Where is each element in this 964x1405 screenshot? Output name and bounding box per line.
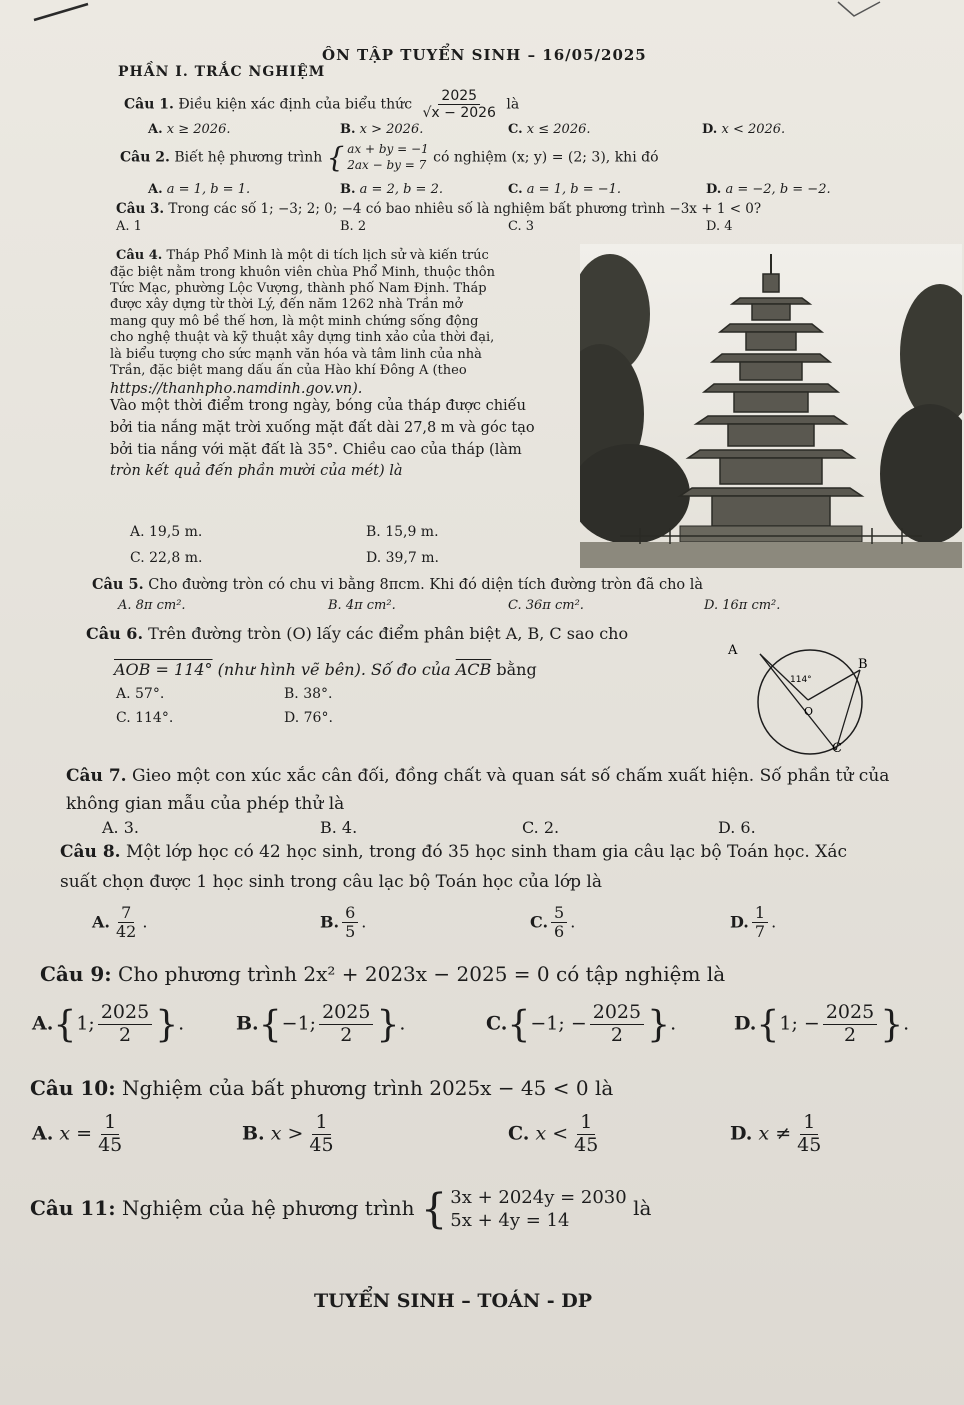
- circle-outline: [758, 650, 862, 754]
- option-b: B. a = 2, b = 2.: [340, 182, 443, 197]
- paragraph-line: tròn kết quả đến phần mười của mét) là: [110, 463, 403, 479]
- option-b: B. x > 2026.: [340, 122, 424, 137]
- question-2: [120, 142, 659, 173]
- question-text: Biết hệ phương trình: [174, 149, 323, 166]
- option-c: C. 114°.: [116, 710, 174, 726]
- option-d: D. 76°.: [284, 710, 333, 726]
- option-a: A. x = $\frac{1}{45}$: [32, 1111, 123, 1156]
- page-title: ÔN TẬP TUYỂN SINH – 16/05/2025: [322, 46, 647, 64]
- fraction-numerator: 2025: [438, 88, 480, 105]
- equation-1: ax + by = −1: [347, 142, 429, 156]
- option-c: C. x < $\frac{1}{45}$: [508, 1111, 599, 1156]
- fraction-denominator: √x − 2026: [422, 105, 496, 122]
- question-3: [116, 201, 761, 217]
- option-b: B. x > $\frac{1}{45}$: [242, 1111, 334, 1156]
- question-label: Câu 5.: [92, 576, 144, 593]
- question-text: Trên đường tròn (O) lấy các điểm phân biệt A, B, C sao cho: [148, 624, 629, 643]
- label-a: A: [728, 643, 738, 658]
- option-a: A.{1; $\frac{2025}{2}$ }.: [32, 1001, 185, 1046]
- question-text: Nghiệm của bất phương trình 2025x − 45 < 0 là: [121, 1076, 614, 1100]
- paragraph-line: Vào một thời điểm trong ngày, bóng của tháp được chiếu: [110, 398, 526, 414]
- question-1: [124, 88, 519, 121]
- option-c: C. 2.: [522, 818, 560, 837]
- option-d: D. 16π cm².: [704, 598, 781, 613]
- question-label: Câu 2.: [120, 149, 170, 166]
- question-text: Cho phương trình 2x² + 2023x − 2025 = 0 có tập nghiệm là: [118, 962, 726, 986]
- label-b: B: [858, 657, 868, 672]
- question-text: Điều kiện xác định của biểu thức: [178, 96, 413, 113]
- question-tail: là: [633, 1195, 652, 1220]
- option-b: B. $\frac{6}{5}$ .: [320, 903, 367, 942]
- expression-fraction: [420, 88, 499, 121]
- option-d: D. 4: [706, 219, 733, 234]
- option-c: C. 3: [508, 219, 535, 234]
- equation-2: 2ax − by = 7: [347, 157, 427, 172]
- question-label: Câu 4.: [116, 248, 163, 263]
- paragraph-line: đặc biệt nằm trong khuôn viên chùa Phổ Minh, thuộc thôn: [110, 265, 495, 280]
- question-text: Một lớp học có 42 học sinh, trong đó 35 học sinh tham gia câu lạc bộ Toán học. Xác: [125, 842, 847, 862]
- option-a: A. 57°.: [116, 686, 165, 702]
- equation-system: { 3x + 2024y = 2030 5x + 4y = 14: [420, 1184, 627, 1233]
- question-text: Trong các số 1; −3; 2; 0; −4 có bao nhiêu số là nghiệm bất phương trình −3x + 1 < 0?: [168, 201, 762, 217]
- question-label: Câu 6.: [86, 624, 144, 643]
- option-b: B. 4π cm².: [328, 598, 396, 613]
- option-a: A. 1: [116, 219, 142, 234]
- question-6: [86, 624, 628, 643]
- option-a: A. x ≥ 2026.: [148, 122, 231, 137]
- option-c: C. $\frac{5}{6}$ .: [530, 903, 576, 942]
- option-a: A. $\frac{7}{42}$ .: [92, 903, 148, 942]
- option-d: D. x ≠ $\frac{1}{45}$: [730, 1111, 822, 1156]
- option-c: C. x ≤ 2026.: [508, 122, 591, 137]
- equation-system: { ax + by = −1 2ax − by = 7: [326, 140, 429, 174]
- question-7: [66, 766, 889, 786]
- question-label: Câu 3.: [116, 201, 165, 217]
- pen-stroke-mark: [32, 0, 92, 22]
- circle-figure: [724, 640, 884, 762]
- paragraph-line: bởi tia nắng với mặt đất là 35°. Chiều cao của tháp (làm: [110, 442, 522, 458]
- equation-2: 5x + 4y = 14: [450, 1210, 570, 1232]
- option-d: D. 39,7 m.: [366, 550, 439, 566]
- question-label: Câu 10:: [30, 1076, 116, 1100]
- footer-label: TUYỂN SINH – TOÁN - DP: [314, 1290, 593, 1312]
- paragraph-line: là biểu tượng cho sức mạnh văn hóa và tâm linh của nhà: [110, 347, 482, 362]
- option-b: B. 2: [340, 219, 367, 234]
- label-o: O: [804, 705, 814, 718]
- option-a: A. 8π cm².: [118, 598, 186, 613]
- question-label: Câu 9:: [40, 962, 112, 986]
- option-d: D.{1; − $\frac{2025}{2}$ }.: [734, 1001, 910, 1046]
- paragraph-line: mang quy mô bề thế hơn, là một minh chứng sống động: [110, 314, 479, 329]
- paragraph-line: Câu 4. Tháp Phổ Minh là một di tích lịch sử và kiến trúc: [116, 248, 489, 263]
- question-10: [30, 1076, 613, 1100]
- question-11: [30, 1186, 651, 1233]
- option-d: D. a = −2, b = −2.: [706, 182, 831, 197]
- question-text: Nghiệm của hệ phương trình: [121, 1195, 415, 1220]
- question-text: Gieo một con xúc xắc cân đối, đồng chất và quan sát số chấm xuất hiện. Số phần tử của: [131, 766, 890, 786]
- question-8-line2: suất chọn được 1 học sinh trong câu lạc bộ Toán học của lớp là: [60, 872, 603, 892]
- option-a: A. 19,5 m.: [130, 524, 203, 540]
- question-label: Câu 1.: [124, 96, 174, 113]
- option-b: B. 38°.: [284, 686, 333, 702]
- equation-1: 3x + 2024y = 2030: [450, 1187, 627, 1208]
- option-d: D. 6.: [718, 818, 756, 837]
- option-b: B. 4.: [320, 818, 358, 837]
- option-b: B.{−1; $\frac{2025}{2}$ }.: [236, 1001, 406, 1046]
- question-8: [60, 842, 847, 862]
- question-label: Câu 11:: [30, 1195, 116, 1220]
- question-tail: là: [506, 96, 520, 113]
- paragraph-line: cho nghệ thuật và kỹ thuật xây dựng tinh xảo của thời đại,: [110, 330, 495, 345]
- option-a: A. 3.: [102, 818, 139, 837]
- angle-acb: $\overline{ACB}$: [455, 660, 492, 679]
- option-c: C. 22,8 m.: [130, 550, 203, 566]
- question-6-line2: AOB = 114° (như hình vẽ bên). Số đo của $\overline{ACB}$ bằng: [114, 660, 537, 679]
- paragraph-line: https://thanhpho.namdinh.gov.vn).: [110, 381, 363, 397]
- label-c: C: [832, 741, 842, 756]
- angle-aob: AOB = 114°: [114, 660, 213, 679]
- question-text: Cho đường tròn có chu vi bằng 8πcm. Khi đó diện tích đường tròn đã cho là: [148, 577, 704, 593]
- question-label: Câu 8.: [60, 842, 121, 862]
- option-d: D. x < 2026.: [702, 122, 786, 137]
- segment-ac: [760, 654, 836, 750]
- option-c: C. 36π cm².: [508, 598, 584, 613]
- section-title: PHẦN I. TRẮC NGHIỆM: [118, 64, 326, 80]
- angle-label: 114°: [790, 675, 812, 685]
- paragraph-line: Tức Mạc, phường Lộc Vượng, thành phố Nam Định. Tháp: [110, 281, 487, 296]
- option-c: C.{−1; − $\frac{2025}{2}$ }.: [486, 1001, 677, 1046]
- option-c: C. a = 1, b = −1.: [508, 182, 622, 197]
- question-label: Câu 7.: [66, 766, 127, 786]
- question-tail: có nghiệm (x; y) = (2; 3), khi đó: [433, 149, 659, 166]
- question-5: [92, 576, 703, 593]
- paragraph-line: bởi tia nắng mặt trời xuống mặt đất dài 27,8 m và góc tạo: [110, 420, 535, 436]
- paragraph-line: được xây dựng từ thời Lý, đến năm 1262 nhà Trần mở: [110, 297, 463, 312]
- question-9: [40, 962, 725, 986]
- option-d: D. $\frac{1}{7}$ .: [730, 903, 777, 942]
- option-a: A. a = 1, b = 1.: [148, 182, 251, 197]
- question-7-line2: không gian mẫu của phép thử là: [66, 794, 345, 814]
- pagoda-photo: [580, 244, 962, 568]
- paragraph-line: Trần, đặc biệt mang dấu ấn của Hào khí Đông A (theo: [110, 363, 467, 378]
- option-b: B. 15,9 m.: [366, 524, 439, 540]
- check-mark: [834, 0, 884, 20]
